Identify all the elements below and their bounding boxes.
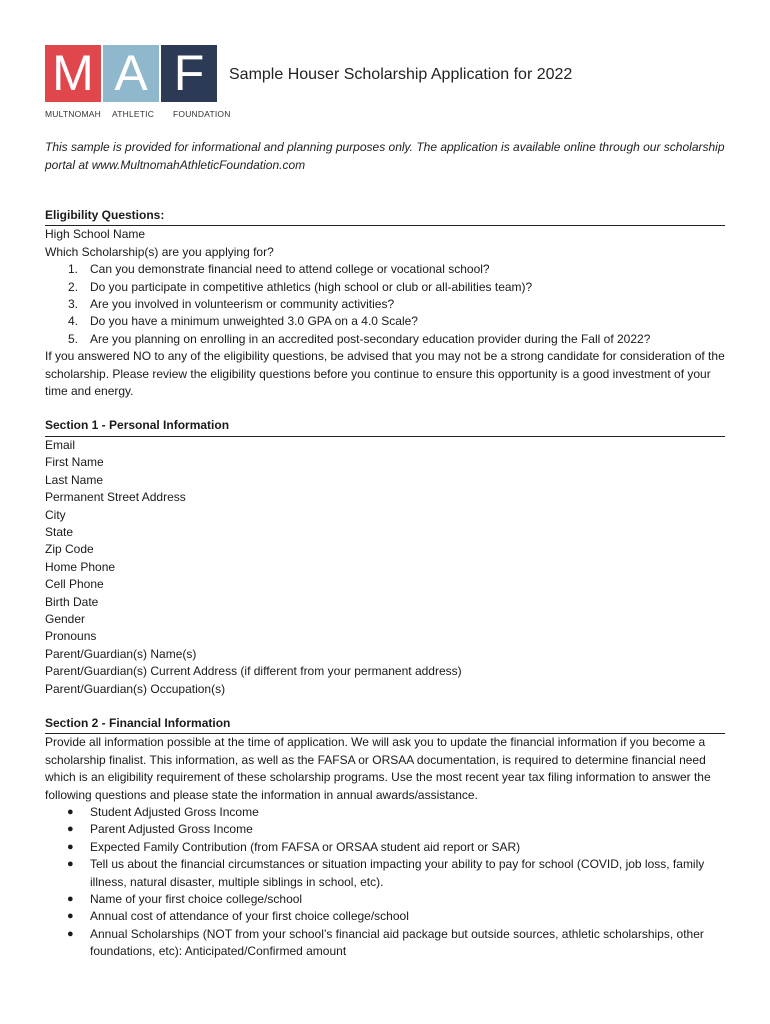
list-item bbox=[45, 261, 725, 278]
question-text: Do you have a minimum unweighted 3.0 GPA on a 4.0 Scale? bbox=[90, 314, 418, 329]
field-label: Pronouns bbox=[45, 629, 97, 644]
document-title: Sample Houser Scholarship Application for 2022 bbox=[229, 66, 573, 83]
logo-word-foundation: FOUNDATION bbox=[173, 109, 231, 119]
logo-word-athletic: ATHLETIC bbox=[112, 109, 155, 119]
document-body bbox=[45, 207, 725, 961]
field-label: Home Phone bbox=[45, 559, 116, 574]
bullet-icon: ● bbox=[67, 910, 74, 923]
question-number: 4. bbox=[68, 314, 79, 329]
list-item bbox=[45, 839, 725, 856]
intro-note: This sample is provided for informational and planning purposes only. The application is available online through our scholarship portal at www.MultnomahAthleticFoundation.com bbox=[45, 140, 725, 172]
question-text: Can you demonstrate financial need to attend college or vocational school? bbox=[90, 262, 490, 277]
list-item bbox=[45, 821, 725, 838]
logo-word-multnomah: MULTNOMAH bbox=[45, 109, 101, 119]
field-label: First Name bbox=[45, 455, 104, 470]
logo-letter-m: M bbox=[45, 45, 101, 102]
eligibility-line: High School Name bbox=[45, 227, 146, 242]
field-label: Email bbox=[45, 437, 76, 452]
eligibility-line: Which Scholarship(s) are you applying for? bbox=[45, 244, 274, 259]
section1-heading: Section 1 - Personal Information bbox=[45, 417, 725, 436]
question-text: Are you involved in volunteerism or community activities? bbox=[90, 297, 395, 312]
field-label: Last Name bbox=[45, 472, 104, 487]
bullet-text: Tell us about the financial circumstances or situation impacting your ability to pay for school (COVID, job loss, family illness, natural disaster, multiple siblings in school, etc). bbox=[90, 857, 705, 889]
bullet-text: Name of your first choice college/school bbox=[90, 892, 303, 907]
list-item bbox=[45, 313, 725, 330]
field-label: Parent/Guardian(s) Name(s) bbox=[45, 646, 197, 661]
bullet-icon: ● bbox=[67, 806, 74, 818]
field-label: Parent/Guardian(s) Occupation(s) bbox=[45, 681, 226, 696]
bullet-text: Parent Adjusted Gross Income bbox=[90, 822, 253, 837]
question-number: 5. bbox=[68, 331, 79, 346]
list-item bbox=[45, 856, 725, 891]
list-item bbox=[45, 908, 725, 925]
list-item bbox=[45, 926, 725, 961]
field-label: Zip Code bbox=[45, 542, 94, 557]
bullet-text: Student Adjusted Gross Income bbox=[90, 805, 259, 819]
logo-letter-a: A bbox=[103, 45, 159, 102]
question-text: Are you planning on enrolling in an accredited post-secondary education provider during the Fall of 2022? bbox=[90, 331, 651, 346]
question-number: 3. bbox=[68, 297, 79, 312]
eligibility-heading: Eligibility Questions: bbox=[45, 207, 725, 226]
question-number: 1. bbox=[68, 262, 79, 277]
bullet-text: Annual cost of attendance of your first choice college/school bbox=[90, 909, 409, 924]
field-label: Parent/Guardian(s) Current Address (if different from your permanent address) bbox=[45, 664, 462, 679]
field-label: Gender bbox=[45, 611, 86, 626]
list-item bbox=[45, 279, 725, 296]
maf-logo bbox=[45, 45, 231, 125]
section2-heading: Section 2 - Financial Information bbox=[45, 715, 725, 734]
personal-fields bbox=[45, 437, 725, 698]
bullet-text: Expected Family Contribution (from FAFSA or ORSAA student aid report or SAR) bbox=[90, 839, 521, 854]
financial-questions bbox=[45, 804, 725, 961]
financial-intro: Provide all information possible at the time of application. We will ask you to update the financial information if you become a scholarship finalist. This information, as well as the FAFSA or ORSAA documentation, is required to determine financial need which is an eligibility requirement of these scholarship programs. Use the most recent year tax filing information to answer the following questions and please state the information in annual awards/assistance. bbox=[45, 735, 711, 802]
bullet-text: Annual Scholarships (NOT from your school’s financial aid package but outside sources, athletic scholarships, other foundations, etc): Anticipated/Confirmed amount bbox=[90, 926, 704, 959]
question-number: 2. bbox=[68, 279, 79, 294]
list-item bbox=[45, 804, 725, 821]
eligibility-questions bbox=[45, 261, 725, 348]
list-item bbox=[45, 891, 725, 908]
bullet-icon: ● bbox=[67, 858, 74, 871]
bullet-icon: ● bbox=[67, 823, 74, 836]
question-text: Do you participate in competitive athletics (high school or club or all-abilities team)? bbox=[90, 279, 533, 294]
field-label: City bbox=[45, 507, 66, 522]
field-label: State bbox=[45, 524, 74, 539]
bullet-icon: ● bbox=[67, 840, 74, 853]
field-label: Permanent Street Address bbox=[45, 490, 186, 505]
list-item bbox=[45, 296, 725, 313]
list-item bbox=[45, 331, 725, 348]
bullet-icon: ● bbox=[67, 893, 74, 906]
logo-letter-f: F bbox=[161, 45, 217, 102]
field-label: Cell Phone bbox=[45, 577, 104, 592]
field-label: Birth Date bbox=[45, 594, 99, 609]
bullet-icon: ● bbox=[67, 927, 74, 940]
eligibility-note: If you answered NO to any of the eligibility questions, be advised that you may not be a strong candidate for consideration of the scholarship. Please review the eligibility questions before you continue to ensure this opportunity is a good investment of your time and energy. bbox=[45, 349, 725, 399]
